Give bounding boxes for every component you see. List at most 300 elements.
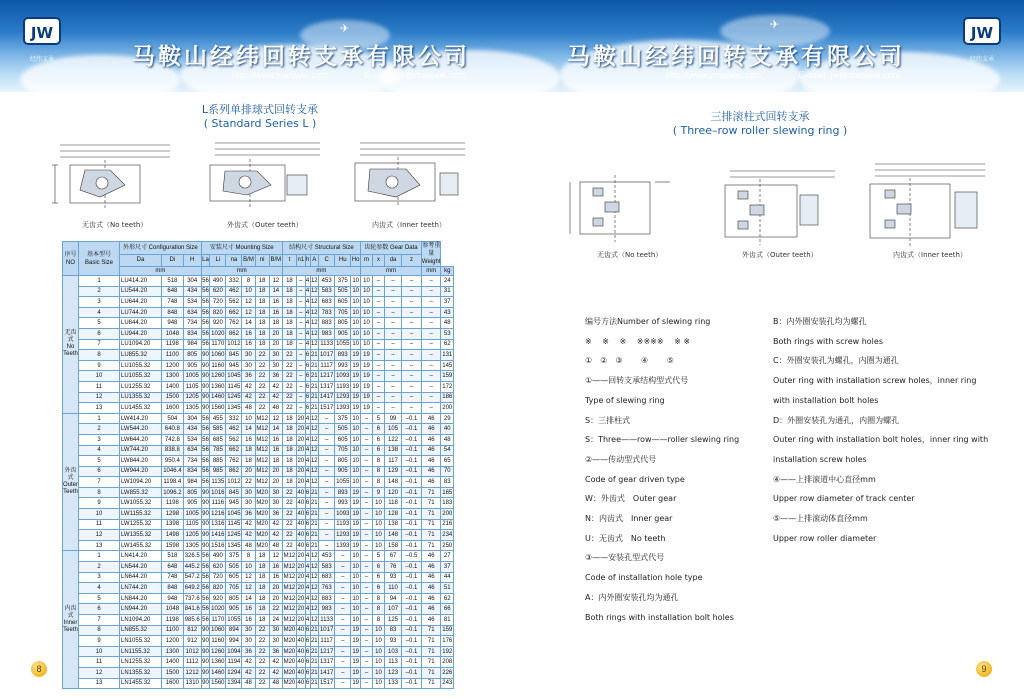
table-cell: 16	[242, 328, 255, 339]
table-cell: 14	[242, 593, 255, 604]
table-cell: 21	[310, 360, 319, 371]
table-cell: 4	[305, 445, 310, 456]
table-cell: 16	[269, 307, 282, 318]
table-cell: 90	[201, 509, 210, 520]
table-cell: 165	[441, 487, 454, 498]
note-line: Outer ring with installation screw holes，inner ring	[773, 376, 977, 386]
table-cell: 19	[351, 625, 361, 636]
unit-header: mm	[421, 267, 441, 276]
table-cell: 19	[351, 498, 361, 509]
table-row	[63, 657, 454, 668]
table-cell: 605	[335, 434, 351, 445]
table-cell: 20	[297, 424, 306, 435]
table-cell: 648	[162, 562, 184, 573]
table-cell: 10	[351, 604, 361, 615]
table-cell: –	[319, 434, 335, 445]
table-cell: –	[297, 286, 306, 297]
table-cell: 18	[282, 413, 296, 424]
table-cell: M20	[255, 540, 269, 551]
table-cell: 200	[441, 403, 454, 414]
table-cell: M20	[282, 678, 296, 689]
table-cell: 93	[384, 636, 401, 647]
model-cell: LN1255.32	[120, 657, 162, 668]
table-cell: 748	[162, 297, 184, 308]
table-cell: 518	[162, 276, 184, 287]
table-row	[63, 307, 454, 318]
table-cell: 20	[242, 466, 255, 477]
table-cell: 6	[305, 530, 310, 541]
table-cell: –	[402, 318, 422, 329]
table-cell: 1100	[162, 625, 184, 636]
table-cell: 16	[242, 434, 255, 445]
table-cell: 30	[269, 625, 282, 636]
table-cell: 10	[372, 657, 384, 668]
model-cell: LU1455.32	[120, 403, 162, 414]
table-cell: –	[372, 371, 384, 382]
table-cell: 125	[384, 615, 401, 626]
table-cell: 12	[310, 339, 319, 350]
table-cell: –	[361, 678, 373, 689]
column-header: ni	[255, 254, 269, 267]
table-cell: –	[335, 625, 351, 636]
table-cell: 22	[282, 487, 296, 498]
table-cell: M12	[282, 583, 296, 594]
table-cell: 1417	[319, 667, 335, 678]
caption-roller-inner-teeth: 内齿式（Inner teeth）	[893, 251, 967, 259]
table-cell: 805	[335, 318, 351, 329]
table-cell: 18	[255, 276, 269, 287]
table-cell: 12	[310, 307, 319, 318]
table-cell: 705	[335, 307, 351, 318]
table-cell: 1096.2	[162, 487, 184, 498]
table-cell: –	[297, 297, 306, 308]
table-cell: 46	[421, 551, 441, 562]
table-cell: 6	[372, 424, 384, 435]
table-cell: 36	[242, 509, 255, 520]
table-cell: 4	[305, 297, 310, 308]
table-cell: 1216	[210, 509, 226, 520]
table-cell: 1046.4	[162, 466, 184, 477]
table-cell: 1160	[210, 636, 226, 647]
table-cell: 9	[79, 636, 120, 647]
caption-no-teeth: 无齿式（No teeth）	[82, 221, 148, 229]
table-cell: 1398	[162, 519, 184, 530]
table-cell: 820	[210, 307, 226, 318]
table-row	[63, 678, 454, 689]
table-cell: –	[372, 350, 384, 361]
website-link[interactable]: http://www.masjwei.com	[232, 70, 329, 80]
table-cell: 19	[361, 371, 373, 382]
table-cell: –	[297, 371, 306, 382]
table-cell: 985	[210, 466, 226, 477]
table-cell: 4	[305, 434, 310, 445]
website-link[interactable]: http://www.masjwei.com	[666, 70, 763, 80]
table-cell: 42	[242, 519, 255, 530]
table-cell: 18	[255, 551, 269, 562]
table-cell: 24	[269, 615, 282, 626]
table-row	[63, 572, 454, 583]
table-cell: M20	[282, 646, 296, 657]
table-cell: 56	[201, 339, 210, 350]
table-cell: 19	[351, 519, 361, 530]
right-section-title	[650, 110, 870, 138]
table-cell: –0.1	[402, 466, 422, 477]
table-cell: –	[361, 657, 373, 668]
table-cell: 862	[226, 466, 242, 477]
column-header: da	[384, 254, 401, 267]
table-cell: –	[421, 403, 441, 414]
table-cell: 12	[310, 328, 319, 339]
page-number-left: 8	[31, 661, 47, 677]
table-cell: 56	[201, 562, 210, 573]
table-cell: 22	[282, 540, 296, 551]
table-cell: 21	[310, 519, 319, 530]
table-cell: 56	[201, 572, 210, 583]
table-cell: –	[384, 392, 401, 403]
table-cell: M20	[282, 625, 296, 636]
table-cell: 453	[319, 551, 335, 562]
table-cell: 1212	[183, 667, 201, 678]
table-cell: 37	[441, 297, 454, 308]
table-cell: –	[384, 350, 401, 361]
table-cell: 1012	[226, 339, 242, 350]
drawing-inner-teeth	[340, 135, 470, 220]
table-cell: 1460	[210, 667, 226, 678]
table-cell: 19	[351, 646, 361, 657]
table-row	[63, 424, 454, 435]
table-cell: 4	[305, 276, 310, 287]
table-cell: 12	[79, 530, 120, 541]
model-cell: LU855.32	[120, 350, 162, 361]
table-cell: 7	[79, 615, 120, 626]
table-cell: 1393	[335, 540, 351, 551]
table-cell: 1105	[183, 381, 201, 392]
table-cell: 9	[79, 360, 120, 371]
table-cell: –	[297, 318, 306, 329]
table-cell: 148	[384, 530, 401, 541]
table-cell: 1600	[162, 678, 184, 689]
table-cell: –	[372, 318, 384, 329]
table-cell: 71	[421, 530, 441, 541]
table-cell: 848	[162, 583, 184, 594]
table-cell: 19	[351, 678, 361, 689]
table-cell: 893	[335, 350, 351, 361]
table-cell: 18	[282, 297, 296, 308]
table-cell: 6	[305, 509, 310, 520]
table-cell: –	[361, 487, 373, 498]
table-cell: –0.1	[402, 562, 422, 573]
table-cell: –0.1	[402, 509, 422, 520]
table-cell: 1020	[210, 328, 226, 339]
table-cell: 46	[421, 593, 441, 604]
table-cell: 1294	[226, 667, 242, 678]
model-cell: LU414.20	[120, 276, 162, 287]
logo-caption: 经纬支承	[29, 56, 54, 63]
table-cell: –	[372, 403, 384, 414]
table-cell: 40	[297, 530, 306, 541]
table-cell: 46	[421, 456, 441, 467]
table-cell: 1300	[162, 646, 184, 657]
table-cell: 22	[255, 350, 269, 361]
numbering-notes-left	[585, 312, 739, 627]
table-cell: 1316	[210, 519, 226, 530]
table-cell: 56	[201, 445, 210, 456]
table-cell: 547.2	[183, 572, 201, 583]
note-line: with installation bolt holes	[773, 395, 879, 405]
table-cell: 13	[79, 678, 120, 689]
table-cell: 10	[372, 509, 384, 520]
table-cell: 6	[372, 583, 384, 594]
note-line: N：内齿式 Inner gear	[585, 514, 673, 524]
table-cell: 81	[441, 615, 454, 626]
table-cell: 22	[282, 498, 296, 509]
table-cell: 8	[242, 551, 255, 562]
table-cell: 46	[421, 572, 441, 583]
table-cell: 10	[351, 583, 361, 594]
table-cell: 90	[201, 403, 210, 414]
model-cell: LN644.20	[120, 572, 162, 583]
table-cell: 4	[305, 424, 310, 435]
table-cell: 16	[269, 434, 282, 445]
table-cell: 22	[255, 392, 269, 403]
table-cell: 30	[242, 498, 255, 509]
table-cell: –	[421, 276, 441, 287]
table-row	[63, 392, 454, 403]
table-row	[63, 381, 454, 392]
table-cell: 983	[319, 604, 335, 615]
table-cell: –	[402, 392, 422, 403]
table-cell: –0.1	[402, 519, 422, 530]
table-cell: 19	[351, 530, 361, 541]
table-cell: 1500	[162, 667, 184, 678]
table-cell: 1194	[226, 657, 242, 668]
table-cell: 6	[305, 636, 310, 647]
table-row	[63, 466, 454, 477]
table-cell: 805	[183, 487, 201, 498]
table-cell: 1317	[319, 657, 335, 668]
table-cell: 36	[242, 371, 255, 382]
table-cell: 56	[201, 466, 210, 477]
table-cell: 62	[441, 593, 454, 604]
table-cell: 12	[79, 392, 120, 403]
table-cell: 1200	[162, 636, 184, 647]
table-cell: 4	[79, 583, 120, 594]
table-cell: 905	[335, 328, 351, 339]
table-cell: 1	[79, 551, 120, 562]
table-cell: 71	[421, 540, 441, 551]
table-cell: –	[402, 381, 422, 392]
note-line: Upper row roller diameter	[773, 533, 877, 543]
table-cell: 1345	[226, 540, 242, 551]
table-cell: 22	[282, 360, 296, 371]
table-cell: 13	[79, 403, 120, 414]
table-cell: 40	[297, 625, 306, 636]
table-cell: 905	[183, 498, 201, 509]
table-cell: 19	[361, 403, 373, 414]
table-cell: –	[402, 371, 422, 382]
table-cell: 19	[351, 403, 361, 414]
table-cell: 10	[242, 286, 255, 297]
table-cell: 10	[242, 413, 255, 424]
table-cell: 5	[372, 413, 384, 424]
model-cell: LW644.20	[120, 434, 162, 445]
table-cell: 19	[351, 360, 361, 371]
drawing-roller-inner-teeth	[855, 160, 990, 250]
table-cell: 48	[269, 540, 282, 551]
table-cell: –	[361, 572, 373, 583]
table-cell: –	[421, 297, 441, 308]
caption-outer-teeth: 外齿式（Outer teeth）	[227, 221, 303, 229]
table-cell: 30	[242, 625, 255, 636]
note-line: Code of installation hole type	[585, 573, 703, 583]
table-cell: –0.1	[402, 615, 422, 626]
table-cell: –	[361, 562, 373, 573]
table-cell: 90	[201, 636, 210, 647]
table-cell: 90	[201, 530, 210, 541]
table-cell: 56	[201, 615, 210, 626]
table-cell: –	[335, 646, 351, 657]
table-cell: 1093	[335, 509, 351, 520]
table-header-weight: 参考重量 Weight	[421, 243, 441, 265]
table-cell: 455	[210, 413, 226, 424]
note-line: ※ ※ ※ ※※※※ ※ ※	[585, 336, 691, 346]
table-cell: –	[335, 572, 351, 583]
model-cell: LN944.20	[120, 604, 162, 615]
table-row	[63, 413, 454, 424]
table-cell: –	[402, 286, 422, 297]
table-cell: –0.1	[402, 424, 422, 435]
email-link[interactable]: E–mail: jw@masjwei.com	[798, 70, 901, 80]
table-cell: 42	[242, 530, 255, 541]
table-cell: 66	[441, 604, 454, 615]
table-cell: 107	[384, 604, 401, 615]
table-row	[63, 562, 454, 573]
table-cell: 20	[297, 445, 306, 456]
table-cell: 46	[421, 434, 441, 445]
table-cell: 583	[319, 286, 335, 297]
airplane-icon: ✈	[340, 22, 350, 35]
table-cell: 1055	[335, 339, 351, 350]
table-cell: 56	[201, 604, 210, 615]
table-cell: 762	[226, 318, 242, 329]
table-cell: 883	[319, 593, 335, 604]
table-cell: 83	[441, 477, 454, 488]
table-cell: 6	[372, 572, 384, 583]
table-cell: –	[361, 593, 373, 604]
table-cell: 8	[372, 593, 384, 604]
table-cell: 6	[372, 434, 384, 445]
table-cell: 243	[441, 678, 454, 689]
table-cell: 18	[282, 339, 296, 350]
table-cell: 10	[372, 646, 384, 657]
table-cell: 4	[305, 477, 310, 488]
table-cell: –	[421, 360, 441, 371]
table-cell: 1048	[162, 328, 184, 339]
table-cell: M12	[282, 572, 296, 583]
table-cell: 10	[351, 572, 361, 583]
table-cell: –	[361, 434, 373, 445]
table-cell: 12	[310, 615, 319, 626]
table-cell: 1394	[226, 678, 242, 689]
column-header: B/M	[269, 254, 282, 267]
table-cell: 4	[79, 307, 120, 318]
email-link[interactable]: E–mail: jw@masjwei.com	[364, 70, 467, 80]
model-cell: LW855.32	[120, 487, 162, 498]
table-cell: 30	[269, 350, 282, 361]
table-cell: 1193	[335, 381, 351, 392]
note-line: 编号方法Number of slewing ring	[585, 317, 711, 326]
table-cell: 1598	[162, 540, 184, 551]
table-cell: 6	[79, 604, 120, 615]
model-cell: LW1155.32	[120, 509, 162, 520]
note-line: ③——安装孔型式代号	[585, 553, 665, 563]
table-cell: 10	[79, 509, 120, 520]
table-cell: 19	[351, 381, 361, 392]
table-cell: 40	[297, 487, 306, 498]
table-cell: 19	[361, 392, 373, 403]
table-cell: –	[319, 530, 335, 541]
table-cell: 1217	[319, 371, 335, 382]
column-header: Hu	[335, 254, 351, 267]
table-row	[63, 509, 454, 520]
drawing-roller-outer-teeth	[710, 165, 840, 250]
table-cell: 6	[79, 328, 120, 339]
table-cell: 12	[242, 297, 255, 308]
table-cell: –	[319, 413, 335, 424]
table-row	[63, 318, 454, 329]
table-cell: 1305	[183, 403, 201, 414]
table-cell: M12	[282, 562, 296, 573]
table-cell: 1260	[210, 646, 226, 657]
table-cell: 10	[351, 424, 361, 435]
model-cell: LW1055.32	[120, 498, 162, 509]
table-cell: 8	[372, 615, 384, 626]
table-cell: 14	[269, 424, 282, 435]
table-cell: 10	[351, 562, 361, 573]
table-cell: –	[319, 519, 335, 530]
column-header: H	[183, 254, 201, 267]
note-line: U：无齿式 No teeth	[585, 533, 666, 543]
table-cell: 1133	[319, 339, 335, 350]
table-cell: 6	[305, 678, 310, 689]
title-cn: 三排滚柱式回转支承	[710, 110, 810, 123]
table-cell: M20	[282, 636, 296, 647]
table-cell: 8	[372, 466, 384, 477]
model-cell: LN1355.32	[120, 667, 162, 678]
right-page-header	[512, 0, 1024, 92]
table-cell: M12	[255, 466, 269, 477]
table-cell: 21	[310, 636, 319, 647]
table-cell: 30	[242, 487, 255, 498]
table-cell: 18	[255, 583, 269, 594]
table-cell: –	[361, 530, 373, 541]
table-cell: 46	[421, 562, 441, 573]
table-cell: 122	[384, 434, 401, 445]
table-cell: 6	[305, 487, 310, 498]
model-cell: LN1094.20	[120, 615, 162, 626]
table-cell: 42	[269, 657, 282, 668]
table-cell: 1020	[210, 604, 226, 615]
table-cell: 1160	[210, 360, 226, 371]
table-cell: 48	[269, 678, 282, 689]
table-cell: 10	[372, 530, 384, 541]
table-cell: 5	[79, 318, 120, 329]
table-cell: 10	[351, 456, 361, 467]
note-line: W：外齿式 Outer gear	[585, 494, 677, 504]
table-cell: 216	[441, 519, 454, 530]
table-cell: 208	[441, 657, 454, 668]
table-row	[63, 445, 454, 456]
